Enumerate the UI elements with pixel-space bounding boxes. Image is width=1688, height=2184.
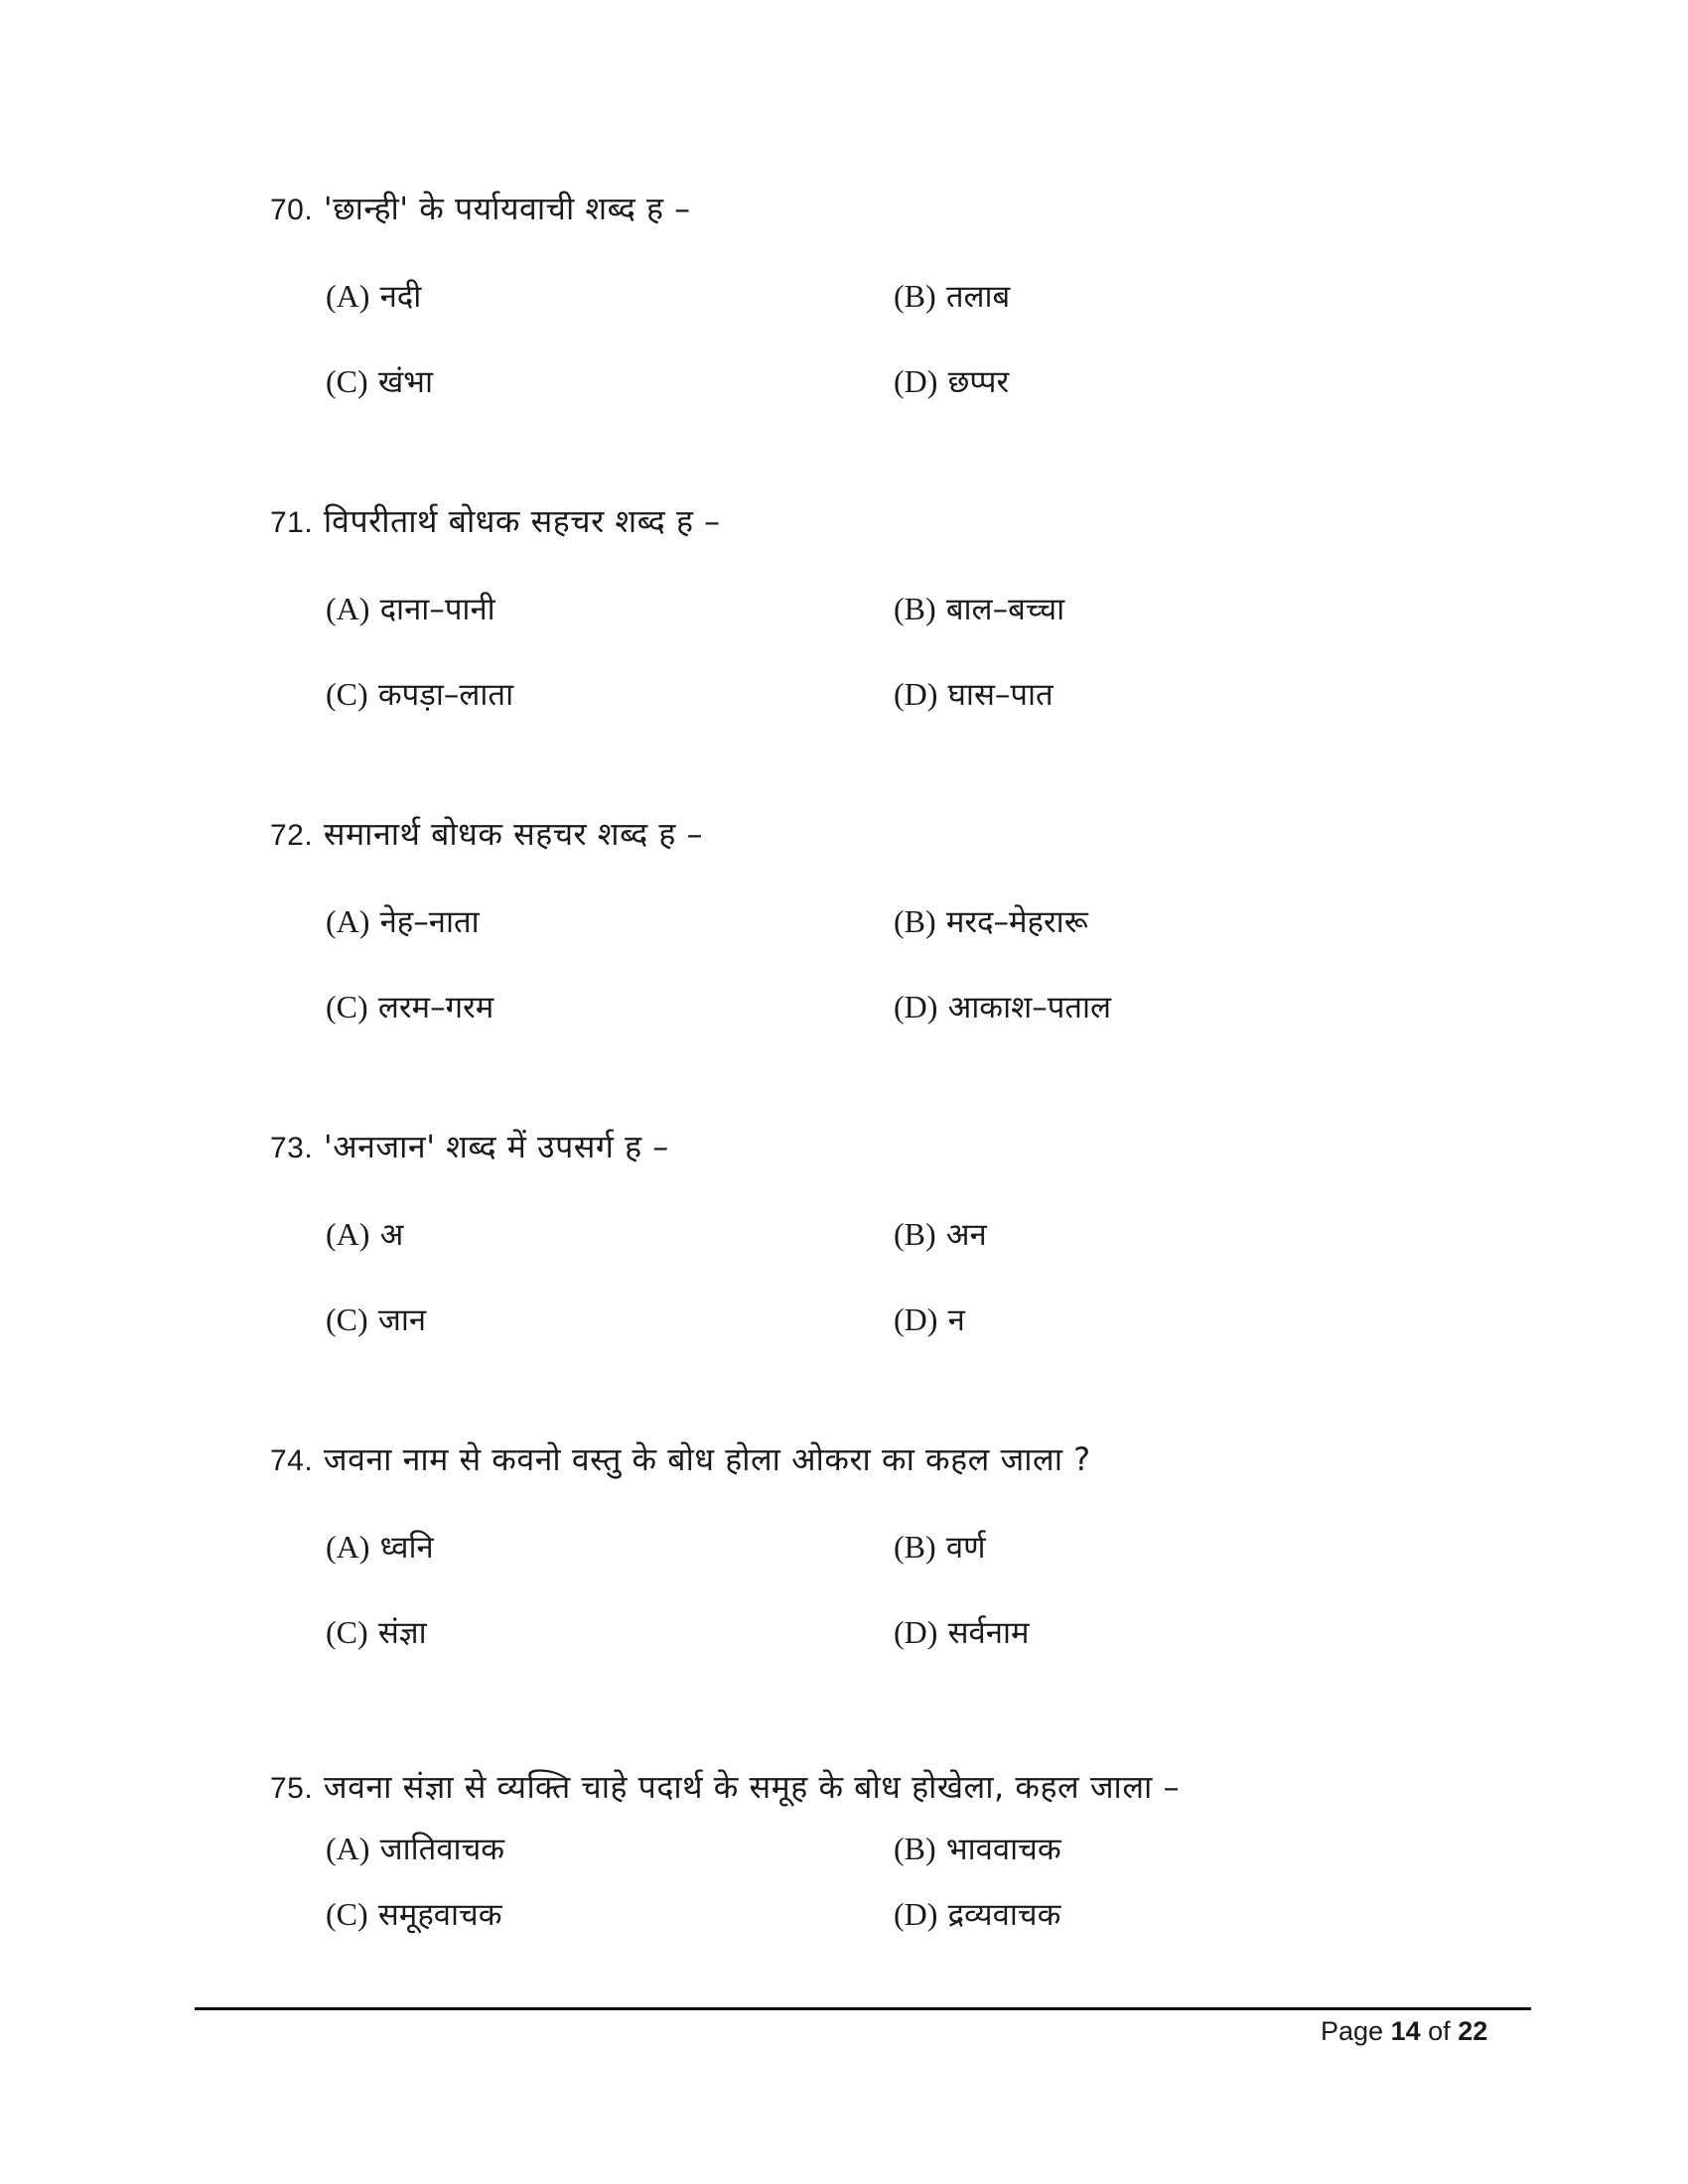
- question-number: 71.: [270, 506, 314, 539]
- option-text: न: [947, 1302, 965, 1338]
- option-text: खंभा: [377, 364, 434, 400]
- option-letter: (A): [326, 903, 370, 939]
- option-letter: (D): [894, 1896, 938, 1932]
- question-stem: विपरीतार्थ बोधक सहचर शब्द ह –: [323, 502, 721, 540]
- option-d[interactable]: [894, 361, 1009, 402]
- option-d[interactable]: [894, 987, 1111, 1027]
- option-a[interactable]: [326, 1829, 504, 1869]
- question-stem: जवना संज्ञा से व्यक्ति चाहे पदार्थ के समूह के बोध होखेला, कहल जाला –: [323, 1768, 1181, 1806]
- question-number: 70.: [270, 194, 314, 226]
- question-number: 72.: [270, 819, 314, 852]
- option-letter: (D): [894, 989, 938, 1024]
- option-c[interactable]: [326, 1299, 426, 1340]
- option-text: द्रव्यवाचक: [947, 1897, 1061, 1933]
- question-number: 75.: [270, 1772, 314, 1805]
- question-text: [270, 1127, 669, 1168]
- question-number: 73.: [270, 1132, 314, 1164]
- page-of: of: [1428, 2016, 1451, 2046]
- option-text: नदी: [379, 279, 422, 315]
- question-stem: जवना नाम से कवनो वस्तु के बोध होला ओकरा का कहल जाला ?: [323, 1440, 1091, 1478]
- option-d[interactable]: [894, 1894, 1060, 1935]
- page-label: Page: [1321, 2016, 1384, 2046]
- option-text: छप्पर: [947, 364, 1010, 400]
- option-letter: (C): [326, 989, 368, 1024]
- option-letter: (B): [894, 591, 936, 626]
- option-letter: (B): [894, 903, 936, 939]
- option-b[interactable]: [894, 1829, 1061, 1869]
- option-letter: (C): [326, 1614, 368, 1650]
- option-letter: (A): [326, 1529, 370, 1565]
- option-d[interactable]: [894, 674, 1054, 715]
- option-letter: (C): [326, 1301, 368, 1337]
- question-stem: समानार्थ बोधक सहचर शब्द ह –: [323, 815, 704, 853]
- option-text: नेह–नाता: [379, 904, 480, 940]
- option-b[interactable]: [894, 1527, 985, 1568]
- option-c[interactable]: [326, 1894, 502, 1935]
- option-text: भाववाचक: [945, 1832, 1061, 1867]
- option-c[interactable]: [326, 361, 433, 402]
- option-a[interactable]: [326, 276, 421, 317]
- option-letter: (A): [326, 278, 370, 314]
- option-text: तलाब: [945, 279, 1011, 315]
- option-c[interactable]: [326, 1612, 427, 1653]
- option-text: बाल–बच्चा: [945, 592, 1065, 627]
- option-letter: (D): [894, 363, 938, 399]
- question-text: [270, 501, 721, 543]
- option-letter: (A): [326, 591, 370, 626]
- option-text: मरद–मेहरारू: [945, 904, 1088, 940]
- option-b[interactable]: [894, 1214, 987, 1255]
- question-number: 74.: [270, 1444, 314, 1477]
- option-letter: (D): [894, 1301, 938, 1337]
- option-letter: (B): [894, 1216, 936, 1252]
- option-text: संज्ञा: [377, 1615, 427, 1651]
- option-letter: (D): [894, 676, 938, 712]
- option-b[interactable]: [894, 901, 1088, 942]
- option-letter: (B): [894, 278, 936, 314]
- option-text: अ: [379, 1217, 404, 1253]
- option-text: वर्ण: [945, 1530, 986, 1566]
- footer-divider: [195, 2007, 1531, 2010]
- question-text: [270, 189, 691, 230]
- option-a[interactable]: [326, 1214, 403, 1255]
- question-text: [270, 1767, 1180, 1809]
- option-a[interactable]: [326, 1527, 434, 1568]
- option-c[interactable]: [326, 987, 493, 1027]
- option-letter: (C): [326, 363, 368, 399]
- option-text: जातिवाचक: [379, 1832, 505, 1867]
- option-letter: (C): [326, 1896, 368, 1932]
- option-b[interactable]: [894, 589, 1064, 629]
- page-total: 22: [1458, 2016, 1488, 2046]
- option-c[interactable]: [326, 674, 513, 715]
- option-text: आकाश–पताल: [947, 990, 1112, 1025]
- option-text: कपड़ा–लाता: [377, 677, 514, 713]
- option-letter: (A): [326, 1216, 370, 1252]
- option-text: सर्वनाम: [947, 1615, 1030, 1651]
- option-text: जान: [377, 1302, 427, 1338]
- option-a[interactable]: [326, 589, 495, 629]
- option-text: अन: [945, 1217, 987, 1253]
- option-letter: (D): [894, 1614, 938, 1650]
- option-d[interactable]: [894, 1299, 965, 1340]
- option-letter: (B): [894, 1831, 936, 1866]
- page-number: [1321, 2013, 1487, 2049]
- question-text: [270, 1439, 1091, 1481]
- option-letter: (A): [326, 1831, 370, 1866]
- question-stem: 'छान्ही' के पर्यायवाची शब्द ह –: [323, 190, 691, 227]
- option-d[interactable]: [894, 1612, 1030, 1653]
- option-letter: (B): [894, 1529, 936, 1565]
- option-b[interactable]: [894, 276, 1010, 317]
- option-text: लरम–गरम: [377, 990, 494, 1025]
- option-letter: (C): [326, 676, 368, 712]
- option-text: ध्वनि: [379, 1530, 434, 1566]
- option-text: समूहवाचक: [377, 1897, 502, 1933]
- question-stem: 'अनजान' शब्द में उपसर्ग ह –: [323, 1128, 669, 1165]
- question-text: [270, 814, 703, 856]
- option-a[interactable]: [326, 901, 480, 942]
- option-text: दाना–पानी: [379, 592, 495, 627]
- page-current: 14: [1390, 2016, 1421, 2046]
- option-text: घास–पात: [947, 677, 1054, 713]
